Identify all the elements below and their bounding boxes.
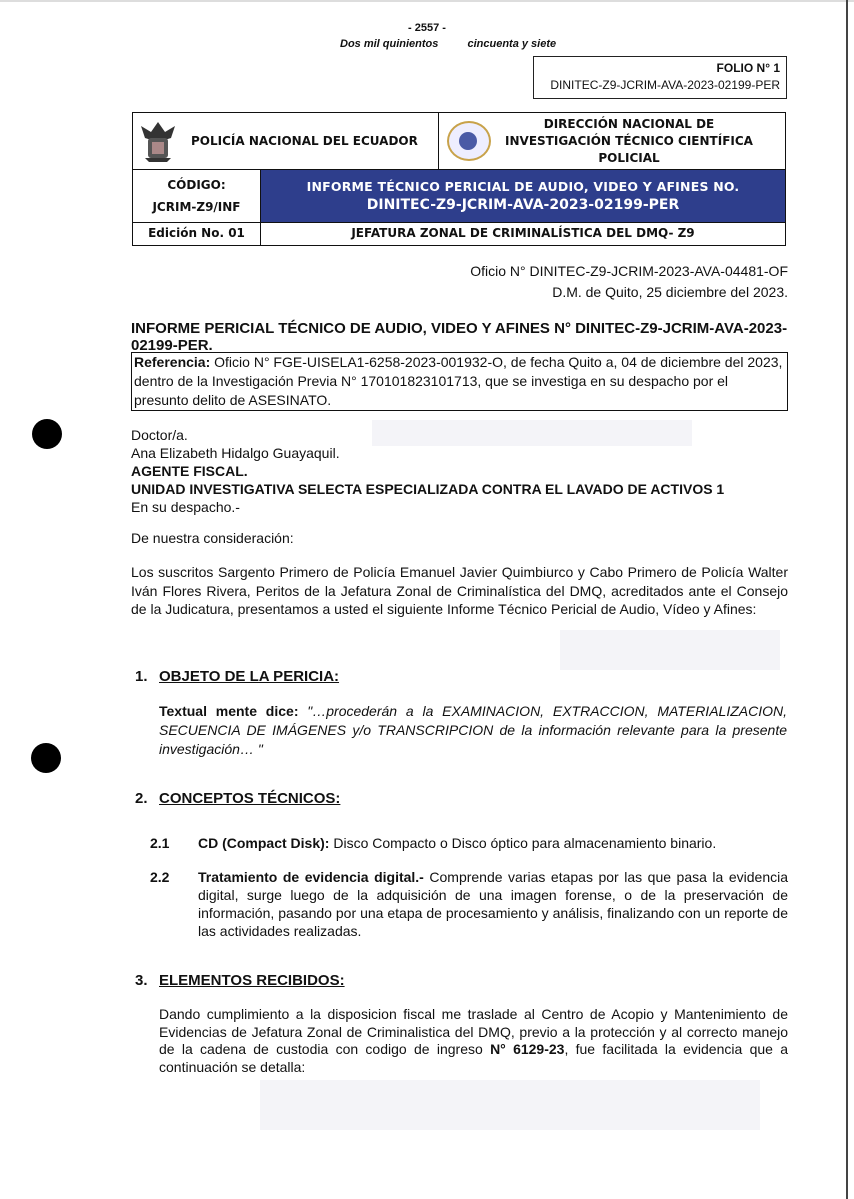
police-emblem-icon	[139, 118, 177, 164]
concept-number: 2.2	[150, 869, 170, 885]
intro-paragraph: Los suscritos Sargento Primero de Policía Emanuel Javier Quimbiurco y Cabo Primero de Policía Walter Iván Flores Rivera, Peritos de la Jefatura Zonal de Criminalística del DMQ, acreditados ante el Consejo de la Judicatura, presentamos a usted el siguiente Informe Técnico Pericial de Audio, Vídeo y Afines:	[131, 564, 788, 617]
reference-box	[131, 352, 788, 411]
scan-edge-top	[0, 0, 854, 2]
concept-item	[150, 834, 788, 852]
folio-box	[533, 56, 787, 99]
page-words-2: cincuenta y siete	[467, 38, 557, 50]
header-code-cell	[133, 170, 261, 222]
concept-number: 2.1	[150, 835, 170, 851]
punch-hole	[31, 743, 61, 773]
section-heading-2	[135, 790, 340, 807]
report-title: INFORME PERICIAL TÉCNICO DE AUDIO, VIDEO Y AFINES N° DINITEC-Z9-JCRIM-AVA-2023-02199-PER.	[131, 320, 788, 354]
section-heading-1	[135, 668, 339, 685]
faint-watermark	[560, 630, 780, 670]
objective-label: Textual mente dice:	[159, 703, 299, 719]
reference-text: Oficio N° FGE-UISELA1-6258-2023-001932-O, de fecha Quito a, 04 de diciembre del 2023, dentro de la Investigación Previa N° 170101823101713, que se investiga en su despacho por el presunto delito de ASESINATO.	[134, 354, 783, 408]
section-2-number: 2.	[135, 790, 148, 807]
unit-name: JEFATURA ZONAL DE CRIMINALÍSTICA DEL DMQ- Z9	[351, 226, 695, 240]
code-label: CÓDIGO:	[167, 178, 226, 192]
concept-item	[150, 868, 788, 940]
section-1-number: 1.	[135, 668, 148, 685]
received-text: Dando cumplimiento a la disposicion fiscal me traslade al Centro de Acopio y Mantenimiento de Evidencias de Jefatura Zonal de Criminalistica del DMQ, previo a la protección y al correcto manejo de la cadena de custodia con codigo de ingreso	[159, 1006, 788, 1057]
consideration-line: De nuestra consideración:	[131, 530, 294, 546]
section-3-title: ELEMENTOS RECIBIDOS:	[159, 972, 345, 989]
reference-label: Referencia:	[134, 354, 211, 370]
folio-label: FOLIO N° 1	[716, 61, 780, 75]
section-1-title: OBJETO DE LA PERICIA:	[159, 668, 340, 685]
concept-definition: Disco Compacto o Disco óptico para almacenamiento binario.	[329, 835, 717, 851]
addressee-block	[131, 426, 811, 516]
concept-definition: Comprende varias etapas por las que pasa la evidencia digital, surge luego de la adquisición de una imagen forense, o de la preservación de información, pasando por una etapa de procesamiento y análisis, finalizando con un reporte de las actividades realizadas.	[198, 869, 788, 939]
concept-term: Tratamiento de evidencia digital.-	[198, 869, 424, 885]
addressee-salutation: Doctor/a.	[131, 427, 188, 443]
custody-code: N° 6129-23	[490, 1041, 565, 1057]
report-number: DINITEC-Z9-JCRIM-AVA-2023-02199-PER	[366, 197, 680, 213]
direction-name: DIRECCIÓN NACIONAL DE INVESTIGACIÓN TÉCNICO CIENTÍFICA POLICIAL	[505, 116, 753, 165]
report-type: INFORME TÉCNICO PERICIAL DE AUDIO, VIDEO Y AFINES NO.	[306, 179, 740, 194]
received-paragraph	[159, 1006, 788, 1076]
received-text-end: , fue facilitada la evidencia que a continuación se detalla:	[159, 1041, 788, 1075]
header-direction-cell	[439, 113, 785, 169]
header-table	[132, 112, 786, 246]
page-number-words	[340, 38, 582, 50]
faint-watermark	[260, 1080, 760, 1130]
header-report-cell	[261, 170, 785, 222]
oficio-date: D.M. de Quito, 25 diciembre del 2023.	[552, 284, 788, 300]
objective-quote: "…procederán a la EXAMINACION, EXTRACCION, MATERIALIZACION, SECUENCIA DE IMÁGENES y/o TRANSCRIPCION de la información relevante para la presente investigación… "	[159, 703, 787, 757]
addressee-name: Ana Elizabeth Hidalgo Guayaquil.	[131, 445, 340, 461]
concept-term: CD (Compact Disk):	[198, 835, 330, 851]
scan-edge-right	[846, 0, 848, 1199]
dinitec-seal-icon	[447, 121, 491, 161]
addressee-closing: En su despacho.-	[131, 499, 240, 515]
objective-paragraph	[159, 702, 787, 759]
page-number: - 2557 -	[408, 22, 446, 34]
addressee-unit: UNIDAD INVESTIGATIVA SELECTA ESPECIALIZADA CONTRA EL LAVADO DE ACTIVOS 1	[131, 481, 725, 497]
header-institution-cell	[133, 113, 439, 169]
page-words-1: Dos mil quinientos	[340, 38, 439, 50]
section-2-title: CONCEPTOS TÉCNICOS:	[159, 790, 341, 807]
institution-name: POLICÍA NACIONAL DEL ECUADOR	[191, 134, 418, 148]
oficio-block	[350, 261, 788, 303]
punch-hole	[32, 419, 62, 449]
section-3-number: 3.	[135, 972, 148, 989]
folio-code: DINITEC-Z9-JCRIM-AVA-2023-02199-PER	[550, 78, 780, 92]
addressee-role: AGENTE FISCAL.	[131, 463, 248, 479]
edition-label: Edición No. 01	[133, 223, 261, 245]
code-value: JCRIM-Z9/INF	[152, 200, 241, 214]
oficio-number: Oficio N° DINITEC-Z9-JCRIM-2023-AVA-04481-OF	[470, 263, 788, 279]
section-heading-3	[135, 972, 345, 989]
